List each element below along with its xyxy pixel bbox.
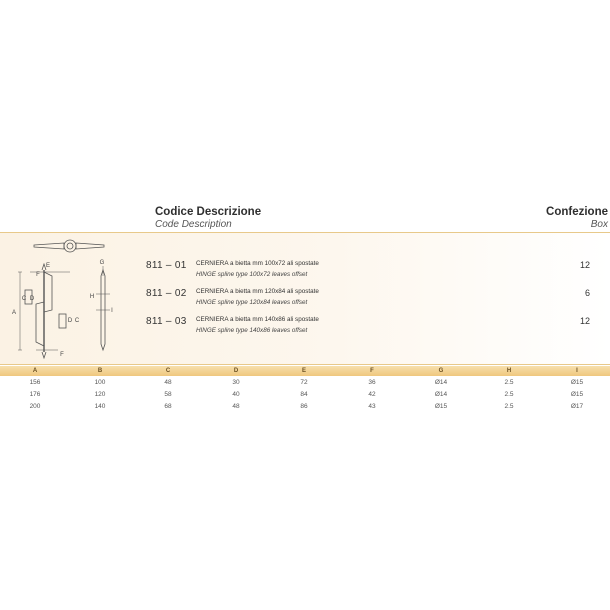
dimension-row [0, 377, 610, 388]
dim-cell-d: 40 [232, 391, 240, 398]
hinge-technical-drawing [0, 232, 130, 364]
dim-cell-i: Ø15 [570, 379, 584, 386]
dim-label-e: E [45, 263, 51, 269]
dim-cell-f: 36 [368, 379, 376, 386]
product-desc-en: HINGE spline type 120x84 leaves offset [196, 299, 308, 306]
dim-label-d: D [29, 296, 35, 302]
product-code: 811 – 03 [146, 316, 187, 327]
column-header-right [546, 206, 608, 231]
dim-header-d: D [233, 368, 239, 374]
product-row [146, 286, 610, 314]
dim-header-g: G [438, 368, 444, 374]
dim-label-c-lower: C [74, 318, 80, 324]
dim-header-h: H [506, 368, 512, 374]
dim-label-d-lower: D [67, 318, 73, 324]
product-row [146, 314, 610, 342]
dim-label-h: H [89, 294, 95, 300]
dim-label-g: G [99, 260, 105, 266]
dim-cell-f: 43 [368, 403, 376, 410]
dim-label-c: C [21, 296, 27, 302]
dim-header-i: I [576, 368, 578, 374]
dim-cell-b: 140 [94, 403, 106, 410]
panel-bottom-rule [0, 364, 610, 365]
dim-label-a: A [11, 310, 17, 316]
dim-cell-a: 200 [29, 403, 41, 410]
codice-heading: Codice [155, 206, 194, 218]
dim-cell-a: 176 [29, 391, 41, 398]
product-code: 811 – 01 [146, 260, 187, 271]
dim-cell-e: 72 [300, 379, 308, 386]
product-desc-it: CERNIERA a bietta mm 140x86 ali spostate [196, 316, 319, 323]
hinge-side-view [96, 266, 110, 350]
dimension-row [0, 401, 610, 412]
hinge-front-view [18, 264, 70, 358]
dim-cell-d: 48 [232, 403, 240, 410]
column-header-left [155, 206, 261, 231]
hinge-top-view [34, 240, 104, 252]
box-heading: Box [590, 219, 608, 230]
dim-cell-b: 100 [94, 379, 106, 386]
dim-label-i: I [111, 308, 113, 314]
dim-cell-g: Ø15 [434, 403, 448, 410]
product-box-qty: 12 [579, 260, 590, 270]
product-box-qty: 12 [579, 316, 590, 326]
dim-cell-e: 86 [300, 403, 308, 410]
dimension-row [0, 389, 610, 400]
product-desc-en: HINGE spline type 100x72 leaves offset [196, 271, 308, 278]
dim-label-f: F [36, 272, 40, 278]
description-heading: Description [181, 219, 232, 230]
descrizione-heading: Descrizione [196, 206, 262, 218]
dim-cell-a: 156 [29, 379, 41, 386]
dim-header-a: A [32, 368, 38, 374]
dim-cell-h: 2.5 [504, 403, 514, 410]
confezione-heading: Confezione [546, 206, 608, 218]
dim-cell-c: 48 [164, 379, 172, 386]
dim-cell-d: 30 [232, 379, 240, 386]
dim-cell-h: 2.5 [504, 379, 514, 386]
dim-header-f: F [370, 368, 374, 374]
dim-cell-i: Ø17 [570, 403, 584, 410]
product-code: 811 – 02 [146, 288, 187, 299]
dim-cell-h: 2.5 [504, 391, 514, 398]
product-desc-it: CERNIERA a bietta mm 100x72 ali spostate [196, 260, 319, 267]
dim-cell-e: 84 [300, 391, 308, 398]
dim-cell-f: 42 [368, 391, 376, 398]
dim-header-b: B [97, 368, 103, 374]
code-heading: Code [155, 219, 179, 230]
dim-cell-i: Ø15 [570, 391, 584, 398]
product-row [146, 258, 610, 286]
dim-header-e: E [301, 368, 306, 374]
product-desc-en: HINGE spline type 140x86 leaves offset [196, 327, 308, 334]
dim-cell-g: Ø14 [434, 379, 448, 386]
product-box-qty: 6 [584, 288, 590, 298]
dim-cell-c: 58 [164, 391, 172, 398]
dim-label-f-lower: F [60, 352, 64, 358]
dimension-table-header [0, 366, 610, 376]
dim-cell-b: 120 [94, 391, 106, 398]
dim-header-c: C [165, 368, 171, 374]
product-desc-it: CERNIERA a bietta mm 120x84 ali spostate [196, 288, 319, 295]
dim-cell-g: Ø14 [434, 391, 448, 398]
dim-cell-c: 68 [164, 403, 172, 410]
